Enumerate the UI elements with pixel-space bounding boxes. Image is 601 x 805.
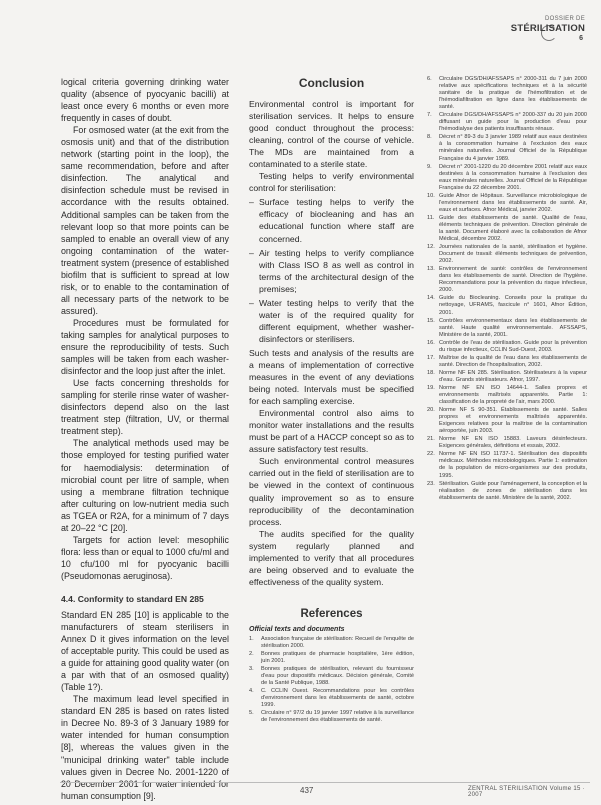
paragraph: The analytical methods used may be those employed for testing purified water for haemodialysis: determination of microbial count per litre of sample, when using a membrane filtration technique after culturing on low-nutrient media such as TGEA or R2A, for a minimum of 7 days at 20–22 °C [20].: [61, 438, 229, 533]
reference-text: Bonnes pratiques de pharmacie hospitalière, 1ère édition, juin 2001.: [261, 650, 414, 665]
reference-text: Norme NF EN 285. Stérilisation. Stérilisateurs à la vapeur d'eau. Grands stérilisateurs. Afnor, 1997.: [439, 369, 587, 383]
conclusion-heading: Conclusion: [298, 76, 365, 90]
reference-item: [427, 407, 587, 435]
reference-item: [427, 355, 587, 369]
reference-item: [427, 318, 587, 339]
reference-item: [427, 436, 587, 450]
reference-text: Guide du Biocleaning. Conseils pour la pratique du nettoyage, UFRAMS, fascicule n° 1601, Afnor Édition, 2001.: [439, 295, 587, 316]
footer-divider: [60, 782, 590, 783]
reference-item: [427, 76, 587, 111]
reference-number: 12.: [427, 244, 435, 251]
reference-number: 19.: [427, 384, 435, 391]
reference-text: Norme NF EN ISO 15883. Laveurs désinfecteurs. Exigences générales, définitions et essais, 2002.: [439, 436, 587, 450]
journal-logo: [497, 8, 587, 48]
column-middle: [249, 76, 414, 725]
reference-text: Stérilisation. Guide pour l'aménagement, la conception et la réalisation de zones de stérilisation dans les établissements de santé. Ministère de la santé, 2002.: [439, 480, 587, 501]
reference-number: 13.: [427, 266, 435, 273]
paragraph: Testing helps to verify environmental control for sterilisation:: [249, 171, 414, 194]
reference-text: Décret n° 2001-1220 du 20 décembre 2001 relatif aux eaux destinées à la consommation humaine à l'exclusion des eaux minérales naturelles. Journal Officiel de la République Française du 22 décembre 2001.: [439, 163, 587, 191]
column-left: [61, 76, 229, 802]
reference-item: [427, 112, 587, 133]
reference-number: 5.: [249, 710, 254, 717]
reference-text: Norme NF S 90-351. Établissements de santé. Salles propres et environnements maîtrisés apparentés. Exigences relatives pour la maîtrise de la contamination aéroportée, juin 2003.: [439, 407, 587, 435]
reference-text: Maîtrise de la qualité de l'eau dans les établissements de santé. Direction de l'hospitalisation, 2002.: [439, 354, 587, 368]
paragraph: The maximum lead level specified in standard EN 285 is based on rates listed in Decree No. 89-3 of 3 January 1989 for water intended for human consumption [8], whereas the values given in the "municipal drinking water" table include values given in Decree No. 2001-1220 of 20 December 2001 for water intended for human consumption [9].: [61, 694, 229, 801]
paragraph: Environmental control is important for sterilisation services. It helps to ensure good conduct throughout the process: cleaning, control of the course of vehicle. The MDs are maintained from a contaminated to a sterile state.: [249, 99, 414, 170]
reference-item: [427, 244, 587, 265]
reference-text: Association française de stérilisation: Recueil de l'enquête de stérilisation 2000.: [261, 635, 414, 649]
reference-list: [249, 636, 414, 725]
reference-number: 10.: [427, 192, 435, 199]
reference-text: Guide des établissements de santé. Qualité de l'eau, éléments techniques de prévention. Direction générale de la santé. Document élaboré avec la collaboration de Afnor Médical, décembre 2002.: [439, 214, 587, 243]
paragraph: Targets for action level: mesophilic flora: less than or equal to 1000 cfu/ml and 10 cfu/100 ml for pyocyanic bacilli (Pseudomonas aeruginosa).: [61, 534, 229, 581]
reference-number: 17.: [427, 354, 435, 361]
reference-text: Circulaire DGS/DH/AFSSAPS n° 2000-311 du 7 juin 2000 relative aux spécifications techniques et à la sécurité sanitaire de la pratique de l'hémofiltration et de l'hémodiafiltration en ligne dans les établissements de santé.: [439, 76, 587, 111]
list-item: – Water testing helps to verify that the water is of the required quality for different equipment, whether washer-disinfectors or sterilisers.: [249, 297, 414, 345]
reference-number: 15.: [427, 317, 435, 324]
reference-number: 18.: [427, 369, 435, 376]
journal-footer: ZENTRAL STERILISATION Volume 15 · 2007: [468, 786, 585, 798]
reference-number: 16.: [427, 339, 435, 346]
reference-item: [427, 451, 587, 479]
reference-number: 14.: [427, 295, 435, 302]
paragraph: Environmental control also aims to monitor water installations and the results must be part of a HACCP concept so as to assure satisfactory test results.: [249, 408, 414, 455]
logo-main-text: STÉRILISATION: [510, 23, 585, 34]
reference-number: 8.: [427, 134, 432, 141]
reference-item: [249, 666, 414, 687]
reference-text: Contrôle de l'eau de stérilisation. Guide pour la prévention du risque infectieux, CCLIN Sud-Ouest, 2003.: [439, 339, 587, 353]
paragraph: logical criteria governing drinking water quality (absence of pyocyanic bacilli) at least once every 6 months or even more frequently in cases of doubt.: [61, 77, 229, 124]
paragraph: Standard EN 285 [10] is applicable to the manufacturers of steam sterilisers in Annex D it gives information on the level of acceptable purity. This could be used as a guide for attaining good quality water (on a par with that of an osmosed quality) (Table 1?).: [61, 609, 229, 693]
reference-number: 20.: [427, 407, 435, 414]
reference-item: [249, 636, 414, 650]
reference-number: 6.: [427, 76, 432, 82]
paragraph: Such tests and analysis of the results are a means of implementation of corrective measures in the event of any deviations being noted. Intervals must be specified for each sampling exercise.: [249, 347, 414, 407]
reference-item: [427, 370, 587, 384]
reference-number: 11.: [427, 214, 435, 221]
reference-text: Circulaire DGS/DH/AFSSAPS n° 2000-337 du 20 juin 2000 diffusant un guide pour la production d'eau pour l'hémodialyse des patients insuffisants rénaux.: [439, 112, 587, 133]
reference-number: 7.: [427, 112, 432, 119]
reference-number: 3.: [249, 666, 254, 673]
reference-item: [427, 164, 587, 192]
reference-item: [427, 295, 587, 316]
reference-text: Guide Afnor de Hôpitaux. Surveillance microbiologique de l'environnement dans les établissements de santé. Air, eaux et surfaces. Afnor Médical, janvier 2002.: [439, 192, 587, 213]
reference-item: [249, 651, 414, 665]
page-marker: 6: [579, 35, 583, 42]
reference-number: 9.: [427, 163, 432, 170]
reference-item: [427, 215, 587, 243]
reference-text: Circulaire n° 97/2 du 19 janvier 1997 relative à la surveillance de l'environnement des établissements de santé.: [261, 710, 414, 724]
reference-number: 23.: [427, 480, 435, 487]
reference-number: 4.: [249, 688, 254, 695]
reference-text: Bonnes pratiques de stérilisation, relevant du fournisseur d'eau pour dispositifs médicaux. Décision générale, Comité de la Santé Publique, 1988.: [261, 666, 414, 687]
reference-item: [427, 134, 587, 162]
reference-text: Décret n° 89-3 du 3 janvier 1989 relatif aux eaux destinées à la consommation humaine à l'exclusion des eaux minérales naturelles. Journal Officiel de la République Française du 4 janvier 1989.: [439, 134, 587, 162]
paragraph: Procedures must be formulated for taking samples for analytical purposes to ensure the reproducibility of tests. Such samples will be taken from each washer-disinfector and the loop just after the inlet.: [61, 317, 229, 377]
logo-top-text: DOSSIER DE: [544, 16, 585, 22]
paragraph: The audits specified for the quality system regularly planned and implemented to verify that all procedures are being observed and to evaluate the effectiveness of the quality system.: [249, 528, 414, 587]
paragraph: For osmosed water (at the exit from the osmosis unit) and that of the distribution network (starting point in the loop), the same recommendation, before and after disinfection. The analytical and disinfection schedule must be revised in accordance with the results obtained. Additional samples can be taken from the relevant loop so that more points can be sampled to enable an overall view of any ongoing contamination of the water-treatment system (presence of established biofilm that is sufficient to spread at low risk, or to enable to the contamination of all necessary parts of the network to be assured).: [61, 125, 229, 316]
reference-item: [427, 193, 587, 214]
reference-item: [427, 481, 587, 502]
reference-text: Contrôles environnementaux dans les établissements de santé. Haute qualité environnementale. AFSSAPS, Ministère de la santé, 2001.: [439, 317, 587, 338]
section-heading: 4.4. Conformity to standard EN 285: [61, 593, 204, 604]
reference-item: [427, 340, 587, 354]
reference-number: 1.: [249, 635, 254, 642]
reference-text: Norme NF EN ISO 14644-1. Salles propres et environnements maîtrisés apparentés. Partie 1: classification de la propreté de l'air, mars 2000.: [439, 384, 587, 406]
reference-text: Environnement de santé: contrôles de l'environnement dans les établissements de santé. Direction de l'hygiène. Recommandations pour la prévention du risque infectieux, 2000.: [439, 266, 587, 294]
reference-item: [427, 266, 587, 294]
page-number: 437: [300, 786, 314, 795]
reference-item: [249, 710, 414, 724]
paragraph: Use facts concerning thresholds for sampling for sterile rinse water of washer-disinfectors depend also on the last treatment step (filtration, UV, or thermal treatment step).: [61, 378, 229, 437]
reference-number: 2.: [249, 650, 254, 657]
reference-number: 22.: [427, 451, 435, 458]
list-item: – Air testing helps to verify compliance with Class ISO 8 as well as control in terms of the architectural design of the premises;: [249, 247, 414, 295]
bullet-list: [249, 196, 414, 345]
reference-item: [427, 385, 587, 406]
reference-text: C. CCLIN Ouest. Recommandations pour les contrôles d'environnement dans les établissements de santé, octobre 1999.: [261, 688, 414, 709]
column-right: [427, 76, 587, 503]
references-heading: References: [300, 607, 363, 620]
reference-list: [427, 76, 587, 502]
reference-text: Norme NF EN ISO 11737-1. Stérilisation des dispositifs médicaux. Méthodes microbiologiques. Partie 1: estimation de la population de micro-organismes sur des produits, 1995.: [439, 451, 587, 479]
list-item: – Surface testing helps to verify the efficacy of biocleaning and has an educational function where staff are concerned.: [249, 196, 414, 244]
reference-item: [249, 688, 414, 709]
paragraph: Such environmental control measures carried out in the field of sterilisation are to be viewed in the context of continuous quality improvement so as to ensure reproducibility of the decontamination process.: [249, 456, 414, 527]
reference-text: Journées nationales de la santé, stérilisation et hygiène. Document de travail: éléments techniques de prévention, 2002.: [439, 244, 587, 265]
references-subheading: Official texts and documents: [249, 625, 345, 633]
reference-number: 21.: [427, 436, 435, 443]
